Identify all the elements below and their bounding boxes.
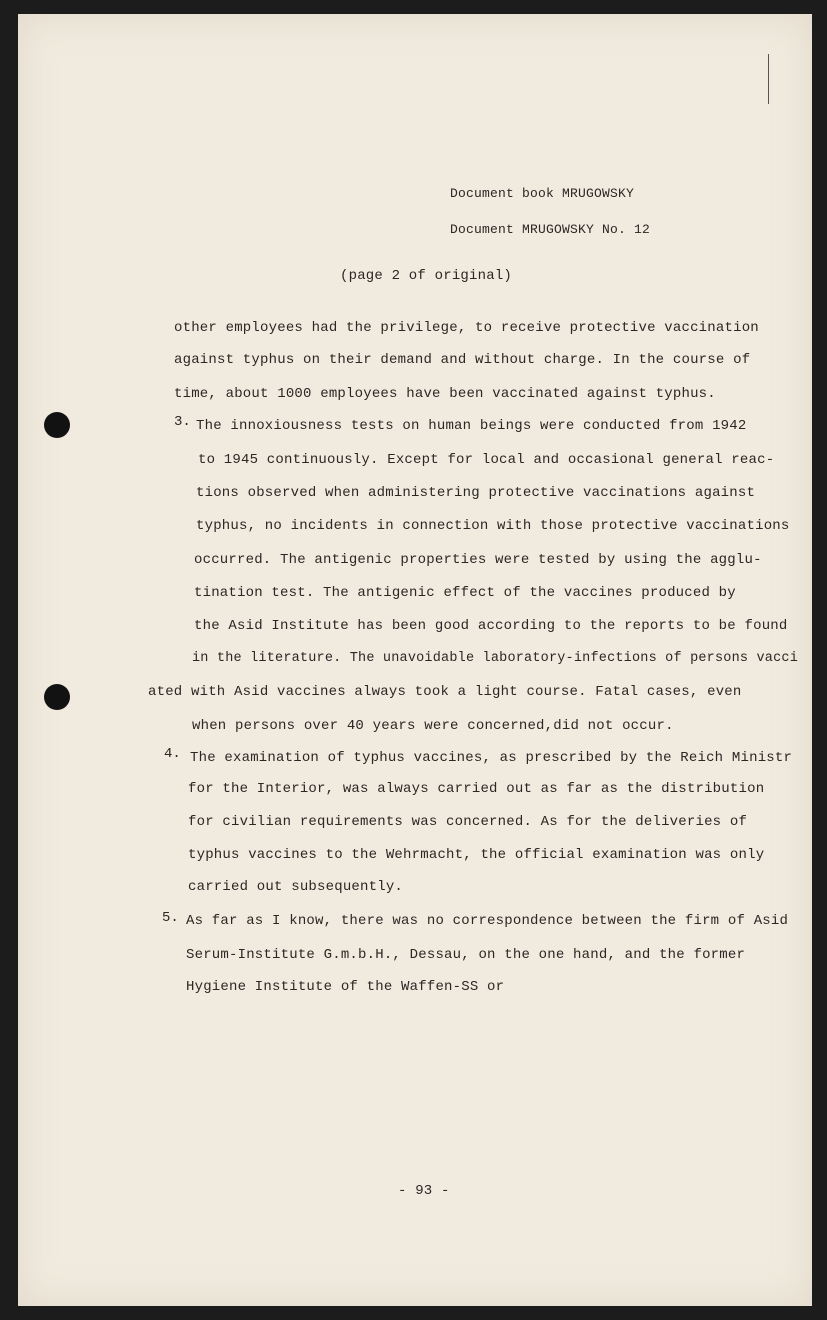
edge-mark — [768, 54, 769, 104]
body-line: in the literature. The unavoidable laboratory-infections of persons vacci — [192, 651, 798, 666]
punch-hole-top — [44, 412, 70, 438]
page-of-original: (page 2 of original) — [340, 268, 513, 284]
body-line: occurred. The antigenic properties were tested by using the agglu- — [194, 552, 762, 568]
item-number: 3. — [174, 414, 191, 430]
body-line: when persons over 40 years were concerned,did not occur. — [192, 718, 674, 734]
body-line: carried out subsequently. — [188, 879, 404, 895]
punch-hole-bottom — [44, 684, 70, 710]
body-line: tination test. The antigenic effect of the vaccines produced by — [194, 585, 736, 601]
document-book-heading: Document book MRUGOWSKY — [450, 186, 635, 201]
body-line: for civilian requirements was concerned. As for the deliveries of — [188, 814, 748, 830]
body-line: Serum-Institute G.m.b.H., Dessau, on the one hand, and the former — [186, 947, 746, 963]
body-line: Hygiene Institute of the Waffen-SS or — [186, 979, 505, 995]
body-line: the Asid Institute has been good according to the reports to be found — [194, 618, 788, 634]
body-line: to 1945 continuously. Except for local and occasional general reac- — [198, 452, 775, 468]
body-line: typhus vaccines to the Wehrmacht, the official examination was only — [188, 847, 765, 863]
page-number: - 93 - — [398, 1183, 450, 1199]
item-number: 5. — [162, 910, 179, 926]
body-line: time, about 1000 employees have been vaccinated against typhus. — [174, 386, 716, 402]
body-line: against typhus on their demand and without charge. In the course of — [174, 352, 751, 368]
body-line: tions observed when administering protective vaccinations against — [196, 485, 756, 501]
body-line: other employees had the privilege, to receive protective vaccination — [174, 320, 759, 336]
item-number: 4. — [164, 746, 181, 762]
body-line: ated with Asid vaccines always took a light course. Fatal cases, even — [148, 684, 742, 700]
body-line: The innoxiousness tests on human beings were conducted from 1942 — [196, 418, 747, 434]
body-line: As far as I know, there was no correspondence between the firm of Asid — [186, 913, 789, 929]
body-line: The examination of typhus vaccines, as prescribed by the Reich Ministr — [190, 750, 793, 766]
document-number-heading: Document MRUGOWSKY No. 12 — [450, 222, 651, 237]
body-line: for the Interior, was always carried out as far as the distribution — [188, 781, 765, 797]
body-line: typhus, no incidents in connection with those protective vaccinations — [196, 518, 790, 534]
